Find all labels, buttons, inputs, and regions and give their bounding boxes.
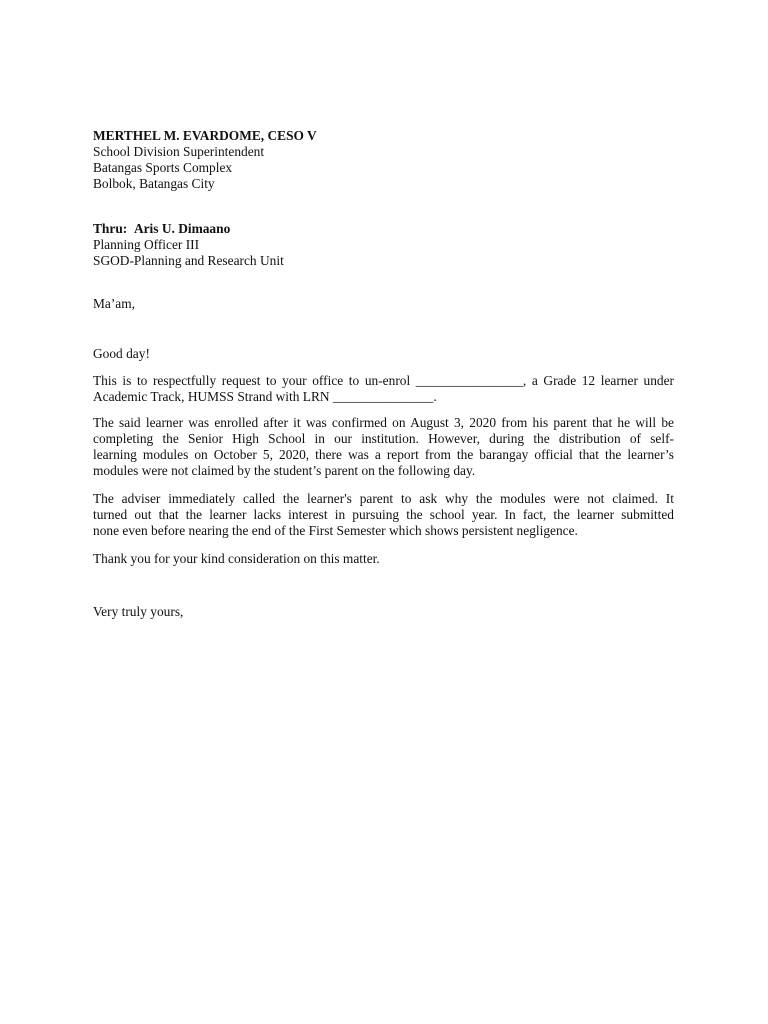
paragraph-line: The adviser immediately called the learner's parent to ask why the modules were not claimed. It <box>93 491 674 506</box>
paragraph-line: turned out that the learner lacks interest in pursuing the school year. In fact, the learner submitted <box>93 507 674 522</box>
paragraph-line: none even before nearing the end of the First Semester which shows persistent negligence. <box>93 523 578 538</box>
paragraph-line: completing the Senior High School in our institution. However, during the distribution of self- <box>93 431 674 446</box>
paragraph-line: This is to respectfully request to your office to un-enrol ________________, a Grade 12 learner under <box>93 373 674 388</box>
paragraph-line: modules were not claimed by the student’s parent on the following day. <box>93 463 476 478</box>
paragraph-line: The said learner was enrolled after it was confirmed on August 3, 2020 from his parent that he will be <box>93 415 674 430</box>
paragraph-line: Academic Track, HUMSS Strand with LRN _______________. <box>93 389 437 404</box>
recipient-address-line-2: Bolbok, Batangas City <box>93 176 215 191</box>
thru-name-line <box>93 221 674 237</box>
recipient-address-line-1: Batangas Sports Complex <box>93 160 233 175</box>
paragraph-request <box>93 373 674 405</box>
closing-text: Very truly yours, <box>93 604 184 619</box>
salutation <box>93 296 674 312</box>
closing <box>93 604 674 620</box>
recipient-name: MERTHEL M. EVARDOME, CESO V <box>93 128 317 143</box>
paragraph-thanks <box>93 551 674 567</box>
recipient-title: School Division Superintendent <box>93 144 265 159</box>
salutation-text: Ma’am, <box>93 296 136 311</box>
greeting <box>93 346 674 362</box>
thru-name: Aris U. Dimaano <box>133 221 231 236</box>
greeting-text: Good day! <box>93 346 150 361</box>
thru-label: Thru: <box>93 221 128 236</box>
thru-title: Planning Officer III <box>93 237 200 252</box>
thanks-text: Thank you for your kind consideration on this matter. <box>93 551 380 566</box>
paragraph-line: learning modules on October 5, 2020, there was a report from the barangay official that the learner’s <box>93 447 674 462</box>
paragraph-adviser <box>93 491 674 539</box>
thru-unit: SGOD-Planning and Research Unit <box>93 253 284 268</box>
thru-block <box>93 221 674 269</box>
recipient-block <box>93 128 674 192</box>
paragraph-background <box>93 415 674 479</box>
